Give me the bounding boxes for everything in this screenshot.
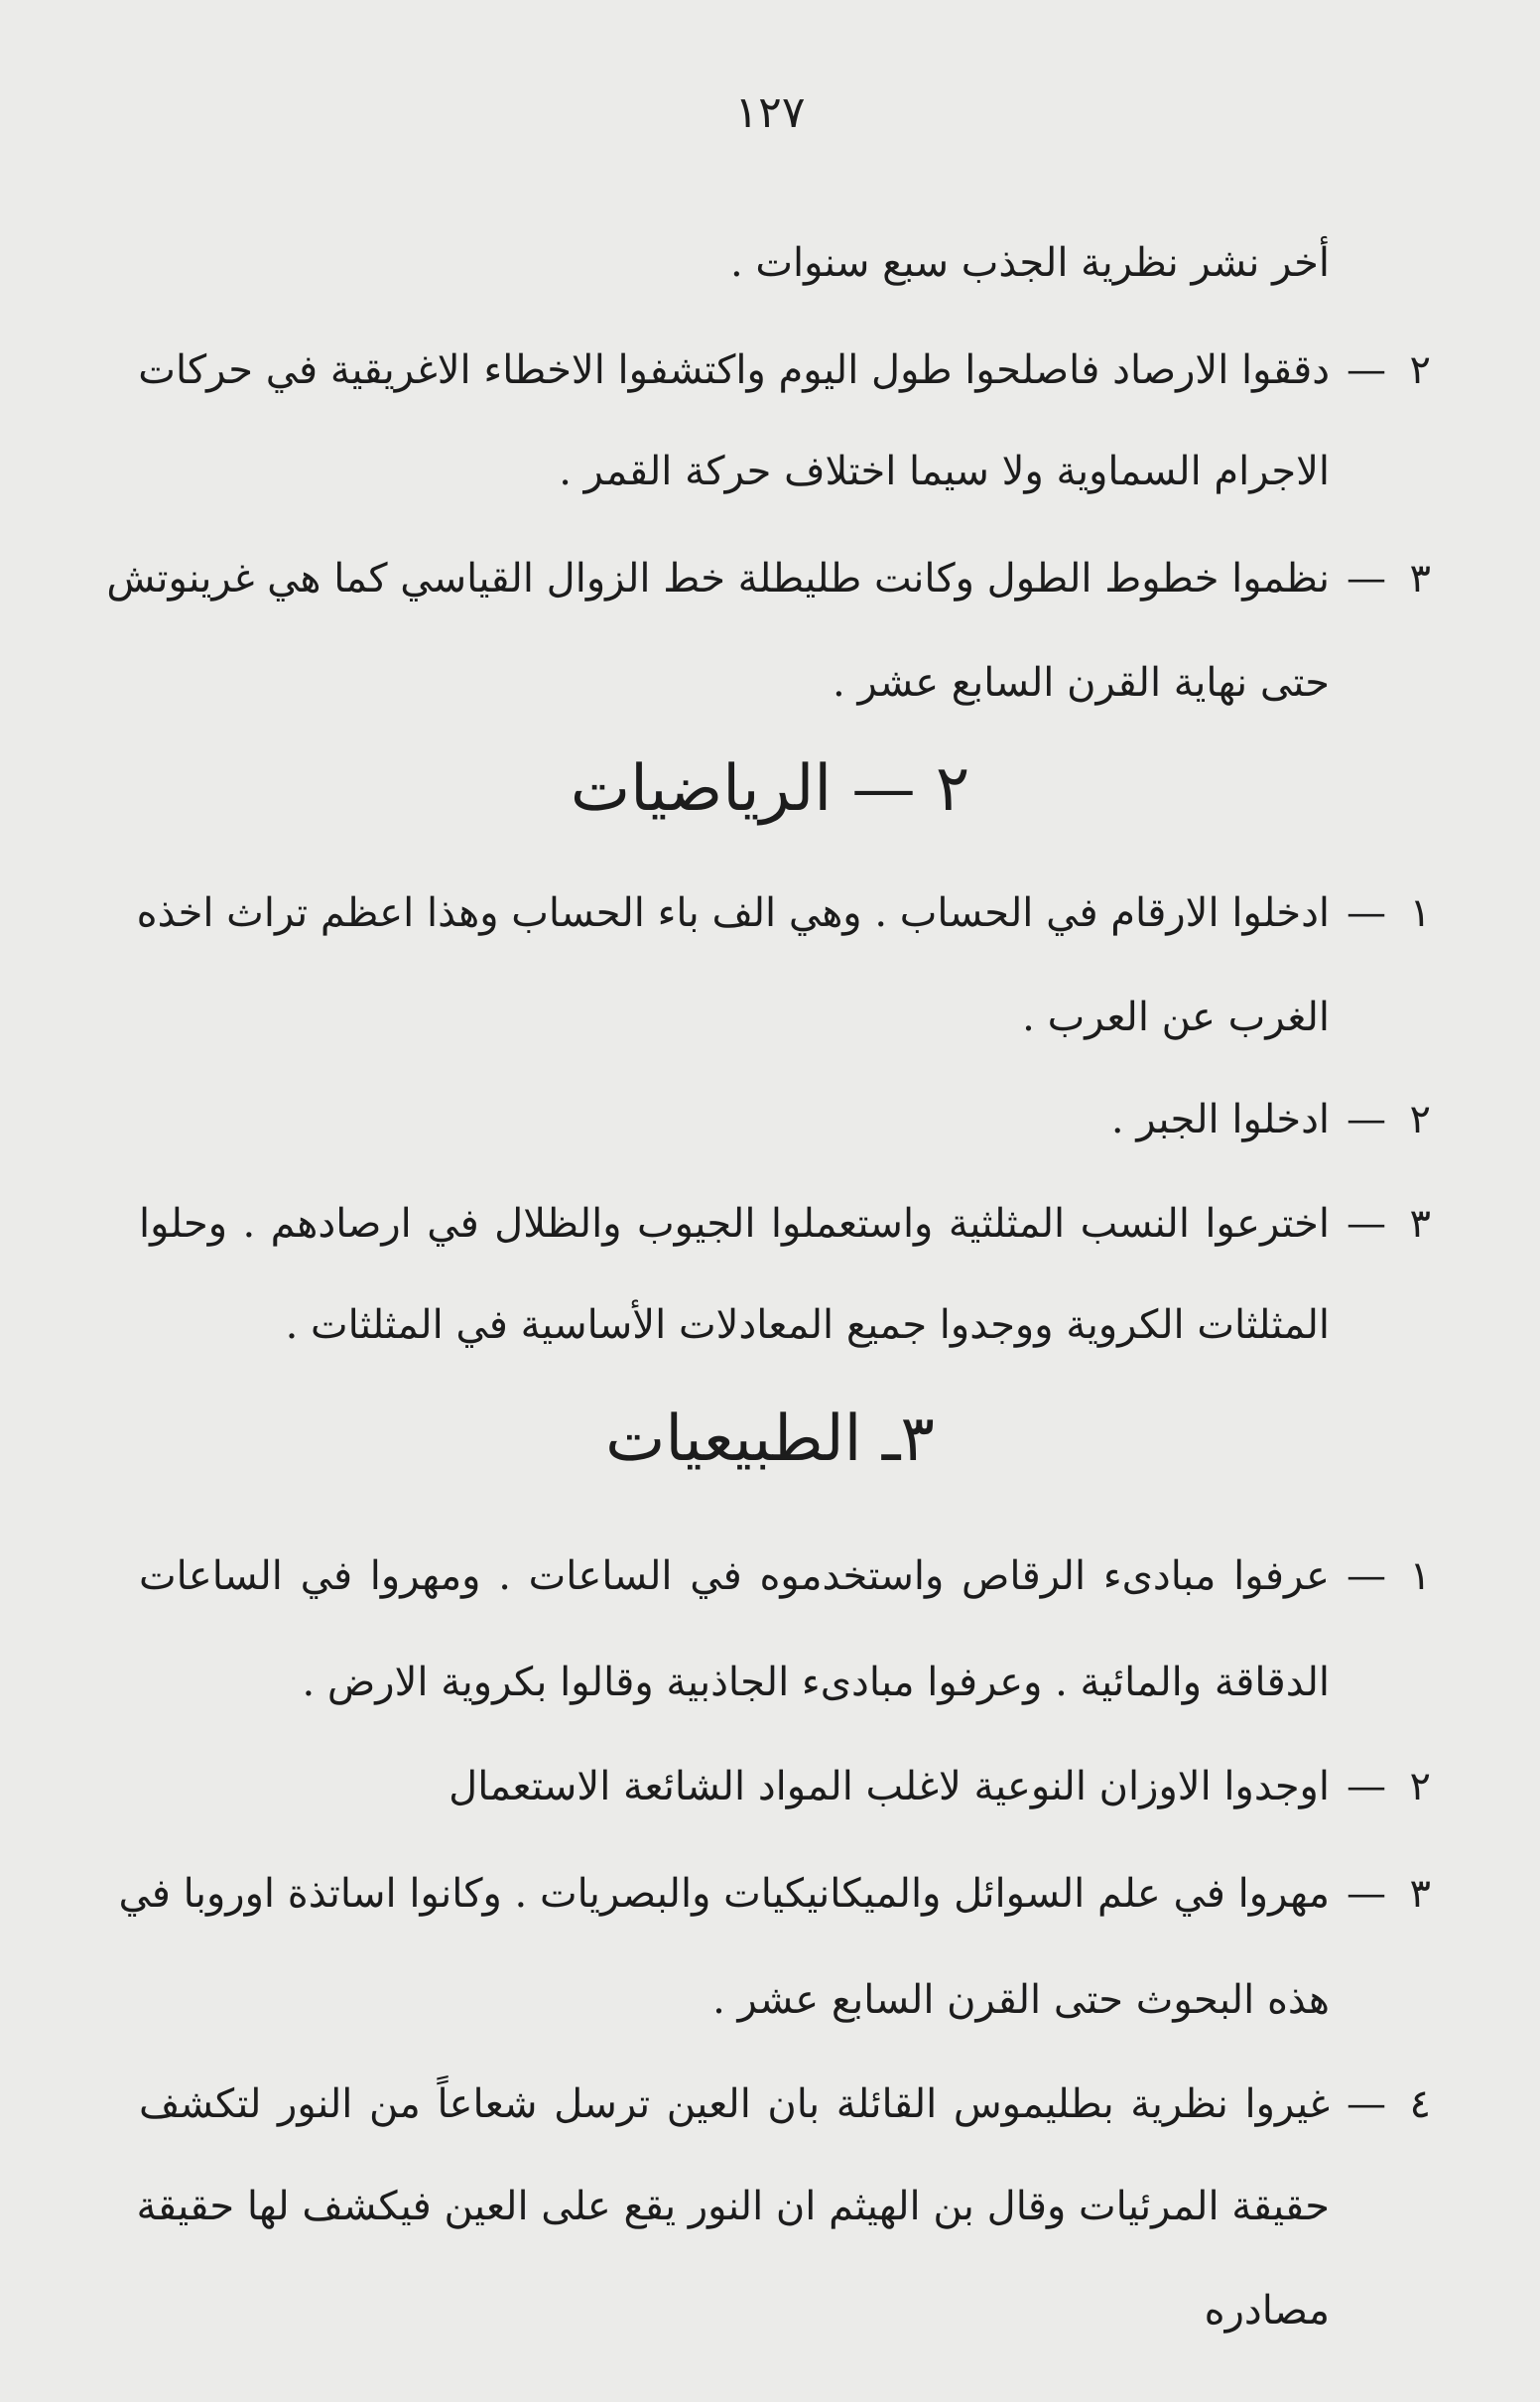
list-item-continuation [0, 432, 1540, 511]
list-item [0, 331, 1540, 410]
item-dash: — [1347, 1097, 1386, 1142]
list-item [0, 2065, 1540, 2144]
list-item [0, 1080, 1540, 1159]
item-text: حتى نهاية القرن السابع عشر . [833, 660, 1330, 706]
item-text: اوجدوا الاوزان النوعية لاغلب المواد الشائعة الاستعمال [449, 1764, 1330, 1809]
item-text: مهروا في علم السوائل والميكانيكيات والبصريات . وكانوا اساتذة اوروبا في [118, 1871, 1330, 1917]
item-text: الدقاقة والمائية . وعرفوا مبادىء الجاذبية وقالوا بكروية الارض . [302, 1660, 1330, 1705]
item-text: عرفوا مبادىء الرقاص واستخدموه في الساعات . ومهروا في الساعات [139, 1553, 1330, 1599]
item-dash: — [1347, 1764, 1386, 1809]
item-text: نظموا خطوط الطول وكانت طليطلة خط الزوال القياسي كما هي غرينوتش [106, 556, 1330, 601]
item-dash: — [1347, 2081, 1386, 2127]
item-text: دققوا الارصاد فاصلحوا طول اليوم واكتشفوا الاخطاء الاغريقية في حركات [138, 347, 1330, 393]
item-number: ٢ [1409, 1097, 1431, 1142]
item-text: حقيقة المرئيات وقال بن الهيثم ان النور يقع على العين فيكشف لها حقيقة [136, 2184, 1330, 2229]
list-item [0, 1536, 1540, 1616]
section-heading-math: ٢ — الرياضيات [570, 752, 970, 826]
page-number: ١٢٧ [734, 87, 806, 138]
item-dash: — [1347, 1871, 1386, 1917]
item-number: ٣ [1409, 1201, 1431, 1247]
item-number: ٣ [1409, 1871, 1431, 1917]
item-text: الغرب عن العرب . [1022, 995, 1330, 1040]
list-item-continuation [0, 2271, 1540, 2350]
list-item [0, 1854, 1540, 1934]
paragraph-line [0, 223, 1540, 303]
list-item-continuation [0, 1960, 1540, 2040]
list-item-continuation [0, 643, 1540, 723]
list-item [0, 1747, 1540, 1826]
item-dash: — [1347, 890, 1386, 936]
item-dash: — [1347, 556, 1386, 601]
list-item-continuation [0, 2167, 1540, 2246]
item-number: ٣ [1409, 556, 1431, 601]
item-text: ادخلوا الارقام في الحساب . وهي الف باء الحساب وهذا اعظم تراث اخذه [136, 890, 1330, 936]
item-number: ٤ [1409, 2081, 1431, 2127]
list-item [0, 539, 1540, 618]
section-heading-physics: ٣ـ الطبيعيات [605, 1402, 935, 1476]
item-text: هذه البحوث حتى القرن السابع عشر . [712, 1977, 1330, 2023]
item-number: ١ [1409, 890, 1431, 936]
item-text: الاجرام السماوية ولا سيما اختلاف حركة القمر . [559, 449, 1330, 494]
list-item [0, 1184, 1540, 1264]
item-dash: — [1347, 1201, 1386, 1247]
item-text: المثلثات الكروية ووجدوا جميع المعادلات الأساسية في المثلثات . [285, 1302, 1330, 1348]
item-number: ٢ [1409, 1764, 1431, 1809]
list-item [0, 873, 1540, 953]
list-item-continuation [0, 978, 1540, 1057]
item-dash: — [1347, 347, 1386, 393]
item-text: ادخلوا الجبر . [1110, 1097, 1330, 1142]
item-dash: — [1347, 1553, 1386, 1599]
list-item-continuation [0, 1285, 1540, 1365]
item-number: ٢ [1409, 347, 1431, 393]
list-item-continuation [0, 1643, 1540, 1722]
item-number: ١ [1409, 1553, 1431, 1599]
item-text: اخترعوا النسب المثلثية واستعملوا الجيوب والظلال في ارصادهم . وحلوا [139, 1201, 1330, 1247]
intro-text: أخر نشر نظرية الجذب سبع سنوات . [729, 240, 1330, 286]
item-text: غيروا نظرية بطليموس القائلة بان العين ترسل شعاعاً من النور لتكشف [139, 2081, 1330, 2127]
item-text: مصادره [1204, 2288, 1330, 2334]
